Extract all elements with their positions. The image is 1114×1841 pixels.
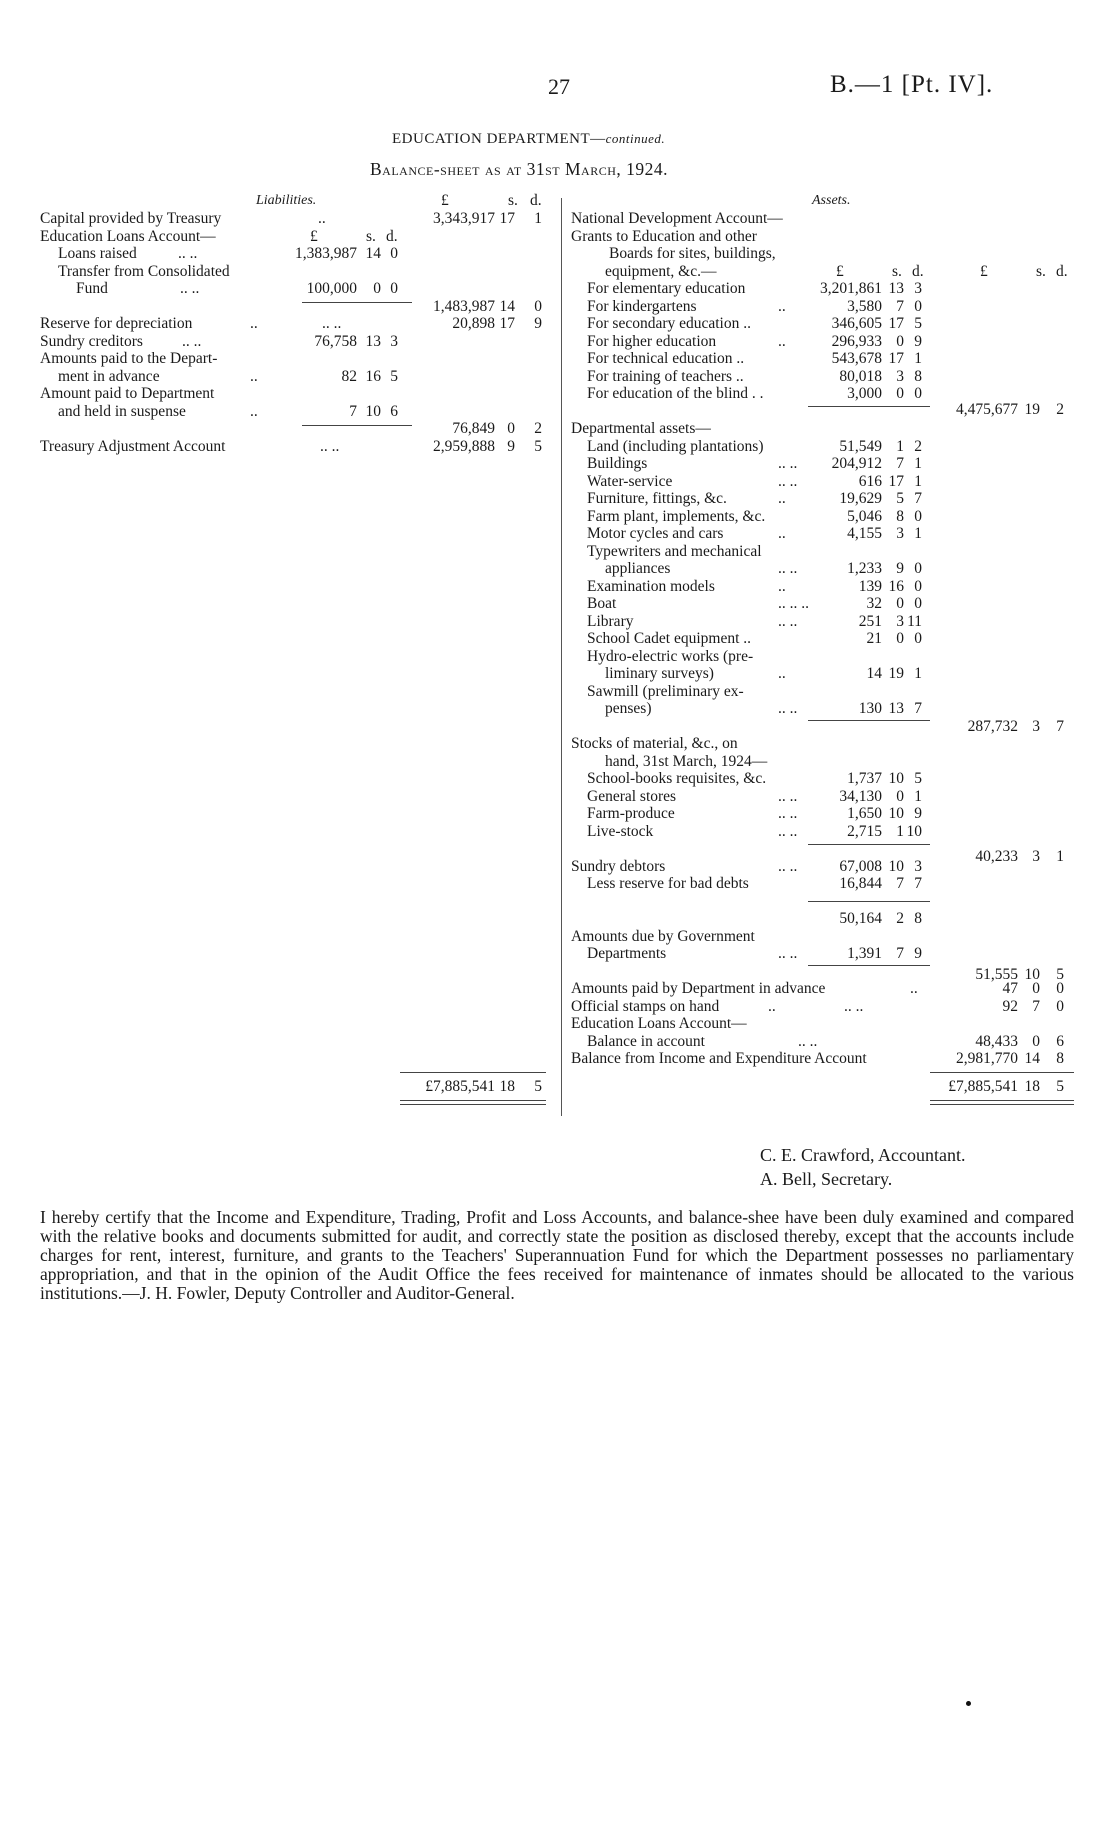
training-label: For training of teachers .. xyxy=(587,367,744,385)
sundry-pence: 3 xyxy=(390,332,398,350)
paid-advance-dots: .. xyxy=(910,980,918,997)
suspense-shillings: 10 xyxy=(365,402,381,420)
sundry-debtors-label: Sundry debtors xyxy=(571,857,666,875)
reserve-dots-2: .. .. xyxy=(322,315,342,332)
asset-col-pence: d. xyxy=(1056,262,1068,280)
assets-total-pence: 5 xyxy=(1056,1078,1064,1095)
govt-pence: 9 xyxy=(914,945,922,962)
boat-pence: 0 xyxy=(914,595,922,612)
dept-total-pounds: 287,732 xyxy=(967,717,1018,735)
loans-raised-label: Loans raised xyxy=(58,245,137,262)
govt-shillings: 7 xyxy=(896,945,904,962)
hydro-shillings: 19 xyxy=(888,665,904,682)
hydro-pounds: 14 xyxy=(866,665,882,682)
stocks-total-pence: 1 xyxy=(1056,848,1064,865)
land-shillings: 1 xyxy=(896,437,904,455)
sundry-pounds: 76,758 xyxy=(314,332,357,350)
secondary-label: For secondary education .. xyxy=(587,315,751,332)
library-pounds: 251 xyxy=(858,612,882,630)
balance-account-shillings: 0 xyxy=(1032,1032,1040,1050)
paid-label-1: Amounts paid to the Depart- xyxy=(40,350,218,367)
land-pence: 2 xyxy=(914,437,922,455)
water-shillings: 17 xyxy=(888,472,904,490)
farm-plant-shillings: 8 xyxy=(896,507,904,525)
technical-label: For technical education .. xyxy=(587,350,745,367)
sundry-debtors-dots: .. .. xyxy=(778,857,798,875)
higher-dots: .. xyxy=(778,332,786,350)
blind-shillings: 0 xyxy=(896,385,904,402)
reserve-label: Reserve for depreciation xyxy=(40,315,193,332)
treasury-label: Treasury Adjustment Account xyxy=(40,437,226,455)
higher-shillings: 0 xyxy=(896,332,904,350)
liab-sub-pence: d. xyxy=(386,227,398,245)
suspense-dots: .. xyxy=(250,402,258,420)
treasury-shillings: 9 xyxy=(507,437,515,455)
accountant-signature: C. E. Crawford, Accountant. xyxy=(760,1145,966,1165)
treasury-pence: 5 xyxy=(534,437,542,455)
grants-total-pounds: 4,475,677 xyxy=(956,400,1018,418)
document-reference: B.—1 [Pt. IV]. xyxy=(830,71,994,98)
loans-raised-pounds: 1,383,987 xyxy=(295,245,357,262)
bad-debts-shillings: 7 xyxy=(896,875,904,892)
buildings-pounds: 204,912 xyxy=(831,455,882,472)
motor-label: Motor cycles and cars xyxy=(587,525,724,542)
suspense-pence: 6 xyxy=(390,402,398,420)
library-pence: 11 xyxy=(907,612,922,630)
asset-total-rule-bottom xyxy=(930,1100,1074,1101)
buildings-dots: .. .. xyxy=(778,455,798,472)
stocks-total-pounds: 40,233 xyxy=(975,848,1018,865)
page-number: 27 xyxy=(548,74,570,99)
motor-pence: 1 xyxy=(914,525,922,542)
stamps-dots-2: .. .. xyxy=(844,997,864,1015)
asset-total-rule-top xyxy=(930,1072,1074,1073)
blind-label: For education of the blind . . xyxy=(587,385,764,402)
sundry-debtors-pounds: 67,008 xyxy=(839,857,882,875)
paid-advance-label: Amounts paid by Department in advance xyxy=(571,980,826,997)
reserve-shillings: 17 xyxy=(499,315,515,332)
elementary-pence: 3 xyxy=(914,280,922,297)
paid-label-2: ment in advance xyxy=(58,367,160,385)
loans-raised-shillings: 14 xyxy=(365,245,381,262)
balance-account-pounds: 48,433 xyxy=(975,1032,1018,1050)
capital-label: Capital provided by Treasury xyxy=(40,210,222,227)
transfer-pence: 0 xyxy=(390,280,398,297)
liab-col-pence: d. xyxy=(530,192,542,209)
typewriters-dots: .. .. xyxy=(778,560,798,577)
sawmill-pence: 7 xyxy=(914,700,922,717)
edu-loans-total-shillings: 14 xyxy=(499,297,515,315)
library-label: Library xyxy=(587,612,634,630)
paid-advance-shillings: 16 xyxy=(365,367,381,385)
assets-total-shillings: 18 xyxy=(1024,1078,1040,1095)
kindergartens-pence: 0 xyxy=(914,297,922,315)
dept-assets-label: Departmental assets— xyxy=(571,420,711,437)
paid-advance-pounds: 47 xyxy=(1002,980,1018,997)
models-pounds: 139 xyxy=(858,577,882,595)
boat-dots: .. .. .. xyxy=(778,595,809,612)
farm-plant-pence: 0 xyxy=(914,507,922,525)
furniture-pounds: 19,629 xyxy=(839,490,882,507)
grants-rule xyxy=(808,406,930,407)
cadet-pence: 0 xyxy=(914,630,922,647)
asset-sub-pound: £ xyxy=(836,262,844,280)
debtors-net-pounds: 50,164 xyxy=(839,910,882,927)
kindergartens-pounds: 3,580 xyxy=(847,297,882,315)
dept-total-shillings: 3 xyxy=(1032,717,1040,735)
kindergartens-dots: .. xyxy=(778,297,786,315)
secondary-shillings: 17 xyxy=(888,315,904,332)
furniture-dots: .. xyxy=(778,490,786,507)
boat-shillings: 0 xyxy=(896,595,904,612)
capital-shillings: 17 xyxy=(499,210,515,227)
capital-dots: .. xyxy=(318,210,326,227)
grants-label-1: Grants to Education and other xyxy=(571,227,757,245)
ndev-label: National Development Account— xyxy=(571,210,783,227)
asset-sub-shilling: s. xyxy=(892,262,902,280)
debtors-total-shillings: 10 xyxy=(1024,965,1040,983)
buildings-label: Buildings xyxy=(587,455,648,472)
asset-col-shilling: s. xyxy=(1036,262,1046,280)
typewriters-shillings: 9 xyxy=(896,560,904,577)
blind-pounds: 3,000 xyxy=(847,385,882,402)
training-pence: 8 xyxy=(914,367,922,385)
elementary-pounds: 3,201,861 xyxy=(820,280,882,297)
liabilities-heading: Liabilities. xyxy=(256,193,317,208)
debtors-net-shillings: 2 xyxy=(896,910,904,927)
creditors-rule xyxy=(302,425,412,426)
reserve-pounds: 20,898 xyxy=(452,315,495,332)
liab-sub-shilling: s. xyxy=(366,227,376,245)
liab-total-rule-top xyxy=(400,1072,546,1073)
stamps-shillings: 7 xyxy=(1032,997,1040,1015)
department-heading xyxy=(392,130,665,148)
elementary-shillings: 13 xyxy=(888,280,904,297)
higher-pence: 9 xyxy=(914,332,922,350)
furniture-shillings: 5 xyxy=(896,490,904,507)
treasury-dots: .. .. xyxy=(320,437,340,455)
department-suffix: continued. xyxy=(605,131,666,146)
hydro-pence: 1 xyxy=(914,665,922,682)
grants-label-2: Boards for sites, buildings, xyxy=(609,245,776,262)
typewriters-pence: 0 xyxy=(914,560,922,577)
farm-produce-pence: 9 xyxy=(914,805,922,822)
livestock-shillings: 1 xyxy=(896,822,904,840)
land-label: Land (including plantations) xyxy=(587,437,764,455)
debtors-net-pence: 8 xyxy=(914,910,922,927)
sawmill-dots: .. .. xyxy=(778,700,798,717)
stamps-label: Official stamps on hand xyxy=(571,997,720,1015)
sundry-debtors-pence: 3 xyxy=(914,857,922,875)
creditors-total-pence: 2 xyxy=(534,420,542,437)
balance-account-dots: .. .. xyxy=(798,1032,818,1050)
schoolbooks-shillings: 10 xyxy=(888,770,904,787)
debtors-rule xyxy=(808,901,930,902)
general-shillings: 0 xyxy=(896,787,904,805)
transfer-dots: .. .. xyxy=(180,280,200,297)
technical-pounds: 543,678 xyxy=(831,350,882,367)
stamps-dots: .. xyxy=(768,997,776,1015)
debtors-total-pounds: 51,555 xyxy=(975,965,1018,983)
sundry-label: Sundry creditors xyxy=(40,332,143,350)
sundry-dots: .. .. xyxy=(182,332,202,350)
furniture-pence: 7 xyxy=(914,490,922,507)
income-balance-pounds: 2,981,770 xyxy=(956,1050,1018,1067)
liab-col-pound: £ xyxy=(441,192,449,209)
hydro-1-label: Hydro-electric works (pre- xyxy=(587,647,754,665)
assets-heading: Assets. xyxy=(812,193,851,208)
models-pence: 0 xyxy=(914,577,922,595)
water-pounds: 616 xyxy=(858,472,882,490)
schoolbooks-pounds: 1,737 xyxy=(847,770,882,787)
reserve-pence: 9 xyxy=(534,315,542,332)
models-shillings: 16 xyxy=(888,577,904,595)
edu-loans-total-pounds: 1,483,987 xyxy=(433,297,495,315)
asset-edu-loans-label: Education Loans Account— xyxy=(571,1015,747,1032)
liabilities-total-shillings: 18 xyxy=(499,1078,515,1095)
secondary-pence: 5 xyxy=(914,315,922,332)
govt-label: Departments xyxy=(587,945,667,962)
farm-produce-label: Farm-produce xyxy=(587,805,675,822)
general-pounds: 34,130 xyxy=(839,787,882,805)
capital-pounds: 3,343,917 xyxy=(433,210,495,227)
reserve-dots: .. xyxy=(250,315,258,332)
water-label: Water-service xyxy=(587,472,673,490)
assets-total-pounds: £7,885,541 xyxy=(948,1078,1018,1095)
transfer-label-1: Transfer from Consolidated xyxy=(58,262,230,280)
secretary-signature: A. Bell, Secretary. xyxy=(760,1169,893,1189)
library-dots: .. .. xyxy=(778,612,798,630)
bad-debts-pounds: 16,844 xyxy=(839,875,882,892)
secondary-pounds: 346,605 xyxy=(831,315,882,332)
kindergartens-label: For kindergartens xyxy=(587,297,697,315)
models-label: Examination models xyxy=(587,577,715,595)
asset-total-rule-bottom-2 xyxy=(930,1104,1074,1105)
farm-produce-shillings: 10 xyxy=(888,805,904,822)
general-label: General stores xyxy=(587,787,677,805)
boat-pounds: 32 xyxy=(866,595,882,612)
technical-shillings: 17 xyxy=(888,350,904,367)
transfer-pounds: 100,000 xyxy=(306,280,357,297)
training-shillings: 3 xyxy=(896,367,904,385)
suspense-label-2: and held in suspense xyxy=(58,402,186,420)
govt-pounds: 1,391 xyxy=(847,945,882,962)
livestock-pounds: 2,715 xyxy=(847,822,882,840)
schoolbooks-label: School-books requisites, &c. xyxy=(587,770,767,787)
dept-total-pence: 7 xyxy=(1056,717,1064,735)
liab-total-rule-bottom xyxy=(400,1100,546,1101)
bad-debts-label: Less reserve for bad debts xyxy=(587,875,749,892)
debtors-total-pence: 5 xyxy=(1056,965,1064,983)
stocks-label-2: hand, 31st March, 1924— xyxy=(605,752,768,770)
dept-rule xyxy=(808,720,930,721)
stocks-total-shillings: 3 xyxy=(1032,848,1040,865)
cadet-label: School Cadet equipment .. xyxy=(587,630,752,647)
grants-total-shillings: 19 xyxy=(1024,400,1040,418)
sundry-debtors-shillings: 10 xyxy=(888,857,904,875)
general-pence: 1 xyxy=(914,787,922,805)
column-divider xyxy=(561,198,562,1116)
sundry-shillings: 13 xyxy=(365,332,381,350)
govt-rule xyxy=(808,965,930,966)
transfer-label-2: Fund xyxy=(76,280,108,297)
ink-dot xyxy=(966,1701,971,1706)
water-dots: .. .. xyxy=(778,472,798,490)
training-pounds: 80,018 xyxy=(839,367,882,385)
livestock-dots: .. .. xyxy=(778,822,798,840)
transfer-shillings: 0 xyxy=(373,280,381,297)
suspense-label-1: Amount paid to Department xyxy=(40,385,215,402)
motor-shillings: 3 xyxy=(896,525,904,542)
stocks-label-1: Stocks of material, &c., on xyxy=(571,735,738,752)
typewriters-pounds: 1,233 xyxy=(847,560,882,577)
paid-advance-pence: 0 xyxy=(1056,980,1064,997)
higher-pounds: 296,933 xyxy=(831,332,882,350)
paid-advance-pounds: 82 xyxy=(341,367,357,385)
buildings-pence: 1 xyxy=(914,455,922,472)
sawmill-1-label: Sawmill (preliminary ex- xyxy=(587,682,744,700)
blind-pence: 0 xyxy=(914,385,922,402)
govt-label-1: Amounts due by Government xyxy=(571,927,755,945)
water-pence: 1 xyxy=(914,472,922,490)
bad-debts-pence: 7 xyxy=(914,875,922,892)
stamps-pence: 0 xyxy=(1056,997,1064,1015)
income-balance-label: Balance from Income and Expenditure Account xyxy=(571,1050,867,1067)
farm-produce-pounds: 1,650 xyxy=(847,805,882,822)
technical-pence: 1 xyxy=(914,350,922,367)
edu-loans-label: Education Loans Account— xyxy=(40,227,216,245)
typewriters-1-label: Typewriters and mechanical xyxy=(587,542,762,560)
liabilities-total-pounds: £7,885,541 xyxy=(425,1078,495,1095)
models-dots: .. xyxy=(778,577,786,595)
liab-col-shilling: s. xyxy=(508,192,518,209)
treasury-pounds: 2,959,888 xyxy=(433,437,495,455)
typewriters-label: appliances xyxy=(605,560,671,577)
balance-account-label: Balance in account xyxy=(587,1032,705,1050)
edu-loans-rule xyxy=(302,302,412,303)
livestock-pence: 10 xyxy=(906,822,922,840)
schoolbooks-pence: 5 xyxy=(914,770,922,787)
library-shillings: 3 xyxy=(896,612,904,630)
balance-account-pence: 6 xyxy=(1056,1032,1064,1050)
paid-advance-pence: 5 xyxy=(390,367,398,385)
asset-col-pound: £ xyxy=(980,262,988,280)
department-name: EDUCATION DEPARTMENT— xyxy=(392,131,606,147)
edu-loans-total-pence: 0 xyxy=(534,297,542,315)
suspense-pounds: 7 xyxy=(349,402,357,420)
grants-total-pence: 2 xyxy=(1056,400,1064,418)
balance-sheet-title: Balance-sheet as at 31st March, 1924. xyxy=(370,159,669,179)
stamps-pounds: 92 xyxy=(1002,997,1018,1015)
liab-sub-pound: £ xyxy=(310,227,318,245)
liab-total-rule-bottom-2 xyxy=(400,1104,546,1105)
loans-raised-pence: 0 xyxy=(390,245,398,262)
creditors-total-shillings: 0 xyxy=(507,420,515,437)
grants-label-3: equipment, &c.— xyxy=(605,262,717,280)
cadet-shillings: 0 xyxy=(896,630,904,647)
general-dots: .. .. xyxy=(778,787,798,805)
hydro-label: liminary surveys) xyxy=(605,665,714,682)
farm-produce-dots: .. .. xyxy=(778,805,798,822)
sawmill-pounds: 130 xyxy=(858,700,882,717)
farm-plant-label: Farm plant, implements, &c. xyxy=(587,507,766,525)
govt-dots: .. .. xyxy=(778,945,798,962)
cadet-pounds: 21 xyxy=(866,630,882,647)
motor-dots: .. xyxy=(778,525,786,542)
sawmill-label: penses) xyxy=(605,700,652,717)
asset-sub-pence: d. xyxy=(912,262,924,280)
loans-raised-dots: .. .. xyxy=(178,245,198,262)
buildings-shillings: 7 xyxy=(896,455,904,472)
paid-advance-shillings: 0 xyxy=(1032,980,1040,997)
creditors-total-pounds: 76,849 xyxy=(452,420,495,437)
paid-dots: .. xyxy=(250,367,258,385)
livestock-label: Live-stock xyxy=(587,822,654,840)
land-pounds: 51,549 xyxy=(839,437,882,455)
audit-certificate: I hereby certify that the Income and Expenditure, Trading, Profit and Loss Accounts, and balance-shee have been duly examined and compared with the relative books and documents submitted for audit, and correctly state the position as disclosed thereby, except that the accounts include charges for rent, interest, furniture, and grants to the Teachers' Superannuation Fund for which the Department possesses no parliamentary appropriation, and that in the opinion of the Audit Office the fees received for maintenance of inmates should be allocated to the various institutions.—J. H. Fowler, Deputy Controller and Auditor-General. xyxy=(40,1207,1074,1303)
income-balance-shillings: 14 xyxy=(1024,1050,1040,1067)
income-balance-pence: 8 xyxy=(1056,1050,1064,1067)
elementary-label: For elementary education xyxy=(587,280,746,297)
furniture-label: Furniture, fittings, &c. xyxy=(587,490,727,507)
hydro-dots: .. xyxy=(778,665,786,682)
motor-pounds: 4,155 xyxy=(847,525,882,542)
farm-plant-pounds: 5,046 xyxy=(847,507,882,525)
sawmill-shillings: 13 xyxy=(888,700,904,717)
kindergartens-shillings: 7 xyxy=(896,297,904,315)
higher-label: For higher education xyxy=(587,332,717,350)
liabilities-total-pence: 5 xyxy=(534,1078,542,1095)
boat-label: Boat xyxy=(587,595,617,612)
stocks-rule xyxy=(808,844,930,845)
capital-pence: 1 xyxy=(534,210,542,227)
